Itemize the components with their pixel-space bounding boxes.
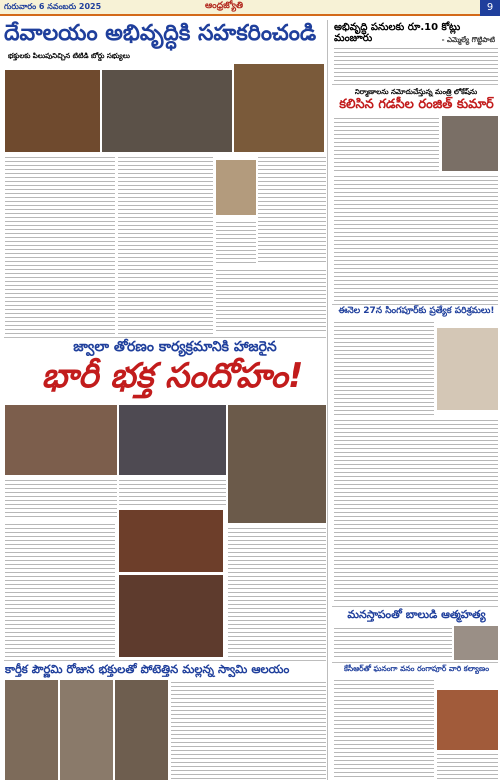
shrine-photo-3	[115, 680, 168, 780]
right-headline-2: కలిసిన గడసీల రంజిత్ కుమార్	[339, 97, 494, 112]
left-headline-4: కార్తీక పౌర్ణమి రోజున భక్తులతో పోటెత్తిన మల్లన్న స్వామి ఆలయం	[5, 662, 290, 676]
column-divider	[327, 20, 328, 780]
page-number: 9	[480, 0, 500, 16]
shrine-article-text	[171, 680, 326, 780]
right-headline-3: ఈనెల 27న సింగపూర్‌కు ప్రత్యేక పరిశ్రమలు!	[338, 306, 495, 316]
boy-photo	[454, 626, 498, 660]
right-headline-5: కేసీఆర్‌తో ఘనంగా వనం రంగాపూర్ వారి కల్యాణం	[344, 664, 489, 673]
right-article-text-1	[334, 46, 498, 82]
temple-photo-1	[5, 70, 100, 152]
official-photo	[437, 328, 498, 410]
right-article-text-6	[334, 626, 452, 660]
left-subhead-1: భక్తులకు పిలుపునిచ్చిన టిటిడి బోర్డు సభ్యులు	[8, 52, 130, 60]
portrait-photo	[216, 160, 256, 215]
festival-photo-2	[119, 405, 226, 475]
paper-name: ఆంధ్రజ్యోతి	[205, 1, 244, 11]
festival-photo-3	[119, 510, 223, 572]
musician-photo	[228, 405, 326, 523]
shrine-photo-2	[60, 680, 113, 780]
right-headline-1: అభివృద్ధి పనులకు రూ.10 కోట్లు మంజూరు	[334, 22, 461, 44]
right-article-text-2	[334, 116, 439, 171]
right-divider-1	[332, 84, 498, 85]
festival-text-2	[119, 478, 226, 506]
right-headline-4: మనస్తాపంతో బాలుడి ఆత్మహత్య	[347, 608, 486, 621]
right-kicker-2: నిర్మాణాలను నమోదుచేస్తున్న మంత్రి లోకేష్‌ను	[354, 88, 478, 96]
left-headline-2: జ్వాలా తోరణం కార్యక్రమానికి హాజరైన	[73, 339, 277, 355]
right-article-text-5	[334, 418, 498, 604]
right-byline-1: - ఎమ్మెల్యే గొట్టిపాటి	[441, 36, 495, 44]
right-article-text-7	[334, 678, 434, 780]
festival-text-1	[5, 478, 117, 518]
festival-photo-4	[119, 575, 223, 657]
left-article-text-3	[258, 155, 326, 265]
festival-text-4	[228, 526, 326, 657]
wedding-photo	[437, 690, 498, 750]
right-article-text-4	[334, 320, 434, 415]
right-article-text-3	[334, 174, 498, 302]
right-divider-2	[332, 304, 498, 305]
temple-photo-2	[102, 70, 232, 152]
left-article-text-4	[216, 268, 326, 333]
left-article-text-2	[118, 155, 213, 335]
right-article-text-8	[437, 752, 498, 780]
right-divider-4	[332, 662, 498, 663]
festival-photo-1	[5, 405, 117, 475]
portrait-caption	[216, 220, 256, 265]
temple-photo-3	[234, 64, 324, 152]
festival-text-3	[5, 522, 115, 657]
section-divider-2	[4, 660, 326, 661]
date-line: గురువారం 6 నవంబరు 2025	[4, 2, 102, 11]
minister-photo	[442, 116, 498, 171]
right-divider-3	[332, 606, 498, 607]
shrine-photo-1	[5, 680, 58, 780]
left-headline-3: భారీ భక్త సందోహం!	[41, 356, 304, 396]
section-divider-1	[4, 337, 326, 338]
left-article-text-1	[5, 155, 115, 335]
left-headline-1: దేవాలయం అభివృద్ధికి సహకరించండి	[4, 21, 317, 46]
